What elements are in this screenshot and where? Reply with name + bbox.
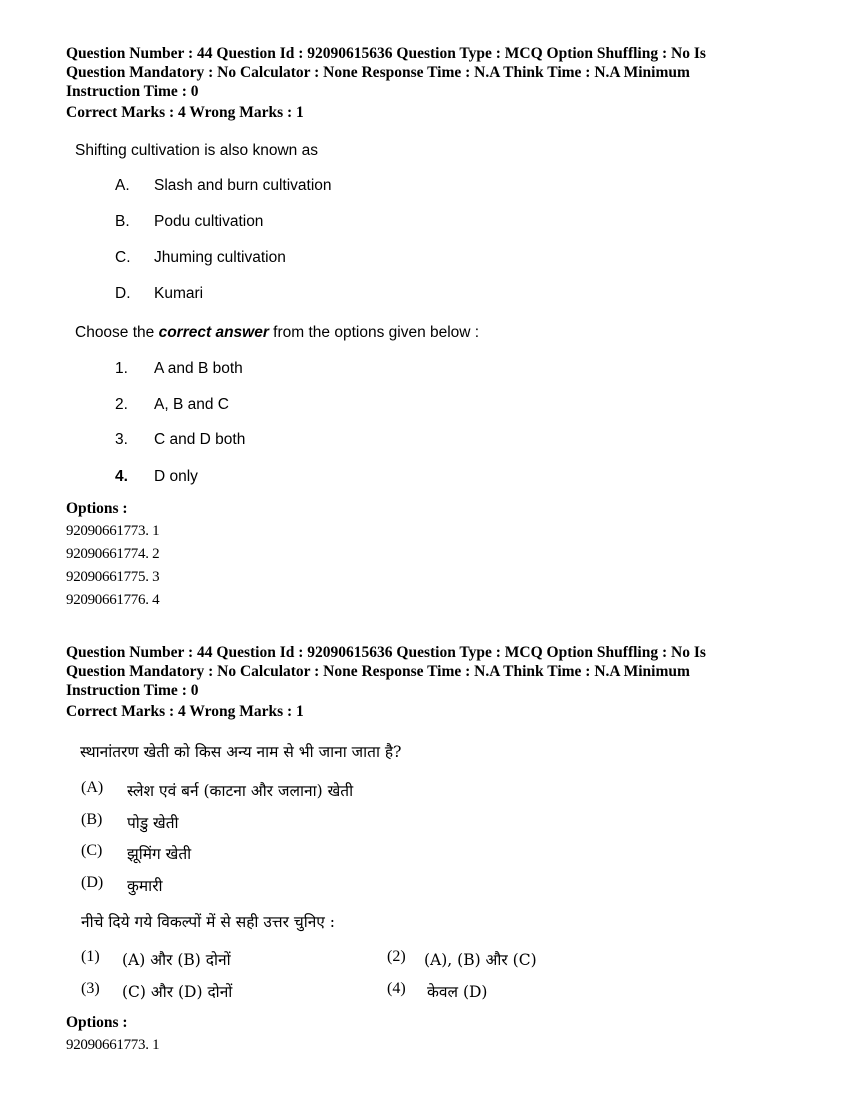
answer-label: (1) — [81, 948, 100, 965]
instruction-line — [75, 324, 479, 342]
statement-text: Podu cultivation — [154, 213, 264, 230]
meta-line: Question Mandatory : No Calculator : None Response Time : N.A Think Time : N.A Minimum — [66, 64, 690, 81]
option-id: 92090661773. 1 — [66, 1037, 160, 1053]
answer-label: (4) — [387, 980, 406, 997]
question-stem: स्थानांतरण खेती को किस अन्य नाम से भी जाना जाता है? — [80, 743, 402, 761]
answer-text: A, B and C — [154, 396, 229, 413]
answer-label: 2. — [115, 396, 128, 413]
statement-text: Slash and burn cultivation — [154, 177, 332, 194]
statement-text: कुमारी — [127, 877, 163, 895]
option-id: 92090661775. 3 — [66, 569, 160, 585]
statement-text: स्लेश एवं बर्न (काटना और जलाना) खेती — [127, 782, 354, 800]
option-id: 92090661776. 4 — [66, 592, 160, 608]
meta-line: Question Mandatory : No Calculator : None Response Time : N.A Think Time : N.A Minimum — [66, 663, 690, 680]
answer-text: A and B both — [154, 360, 243, 377]
answer-label: 3. — [115, 431, 128, 448]
answer-label: (3) — [81, 980, 100, 997]
meta-line: Question Number : 44 Question Id : 92090615636 Question Type : MCQ Option Shuffling : No Is — [66, 45, 706, 62]
statement-label: (A) — [81, 779, 104, 796]
answer-text: केवल (D) — [427, 983, 488, 1001]
meta-line: Instruction Time : 0 — [66, 682, 199, 699]
statement-label: (C) — [81, 842, 103, 859]
option-id: 92090661774. 2 — [66, 546, 160, 562]
statement-text: Jhuming cultivation — [154, 249, 286, 266]
statement-label: (D) — [81, 874, 104, 891]
meta-line: Question Number : 44 Question Id : 92090615636 Question Type : MCQ Option Shuffling : No Is — [66, 644, 706, 661]
answer-label: 1. — [115, 360, 128, 377]
statement-text: झूमिंग खेती — [127, 845, 192, 863]
statement-text: Kumari — [154, 285, 204, 302]
statement-label: B. — [115, 213, 130, 230]
answer-text: (C) और (D) दोनों — [122, 983, 233, 1001]
statement-label: A. — [115, 177, 130, 194]
instruction-emphasis: correct answer — [158, 324, 269, 341]
answer-label: 4. — [115, 468, 128, 485]
instruction-pre: Choose the — [75, 324, 159, 341]
marks-line: Correct Marks : 4 Wrong Marks : 1 — [66, 104, 304, 121]
answer-text: (A) और (B) दोनों — [122, 951, 231, 969]
options-heading: Options : — [66, 1014, 128, 1031]
statement-text: पोडु खेती — [127, 814, 179, 832]
meta-line: Instruction Time : 0 — [66, 83, 199, 100]
answer-text: D only — [154, 468, 198, 485]
marks-line: Correct Marks : 4 Wrong Marks : 1 — [66, 703, 304, 720]
question-meta — [66, 643, 786, 700]
question-meta — [66, 44, 786, 101]
instruction-line: नीचे दिये गये विकल्पों में से सही उत्तर चुनिए : — [81, 913, 336, 931]
statement-label: C. — [115, 249, 131, 266]
option-id: 92090661773. 1 — [66, 523, 160, 539]
statement-label: D. — [115, 285, 131, 302]
instruction-post: from the options given below : — [268, 324, 480, 341]
options-heading: Options : — [66, 500, 128, 517]
answer-text: (A), (B) और (C) — [424, 951, 537, 969]
answer-label: (2) — [387, 948, 406, 965]
question-stem: Shifting cultivation is also known as — [75, 142, 318, 159]
answer-text: C and D both — [154, 431, 246, 448]
statement-label: (B) — [81, 811, 103, 828]
